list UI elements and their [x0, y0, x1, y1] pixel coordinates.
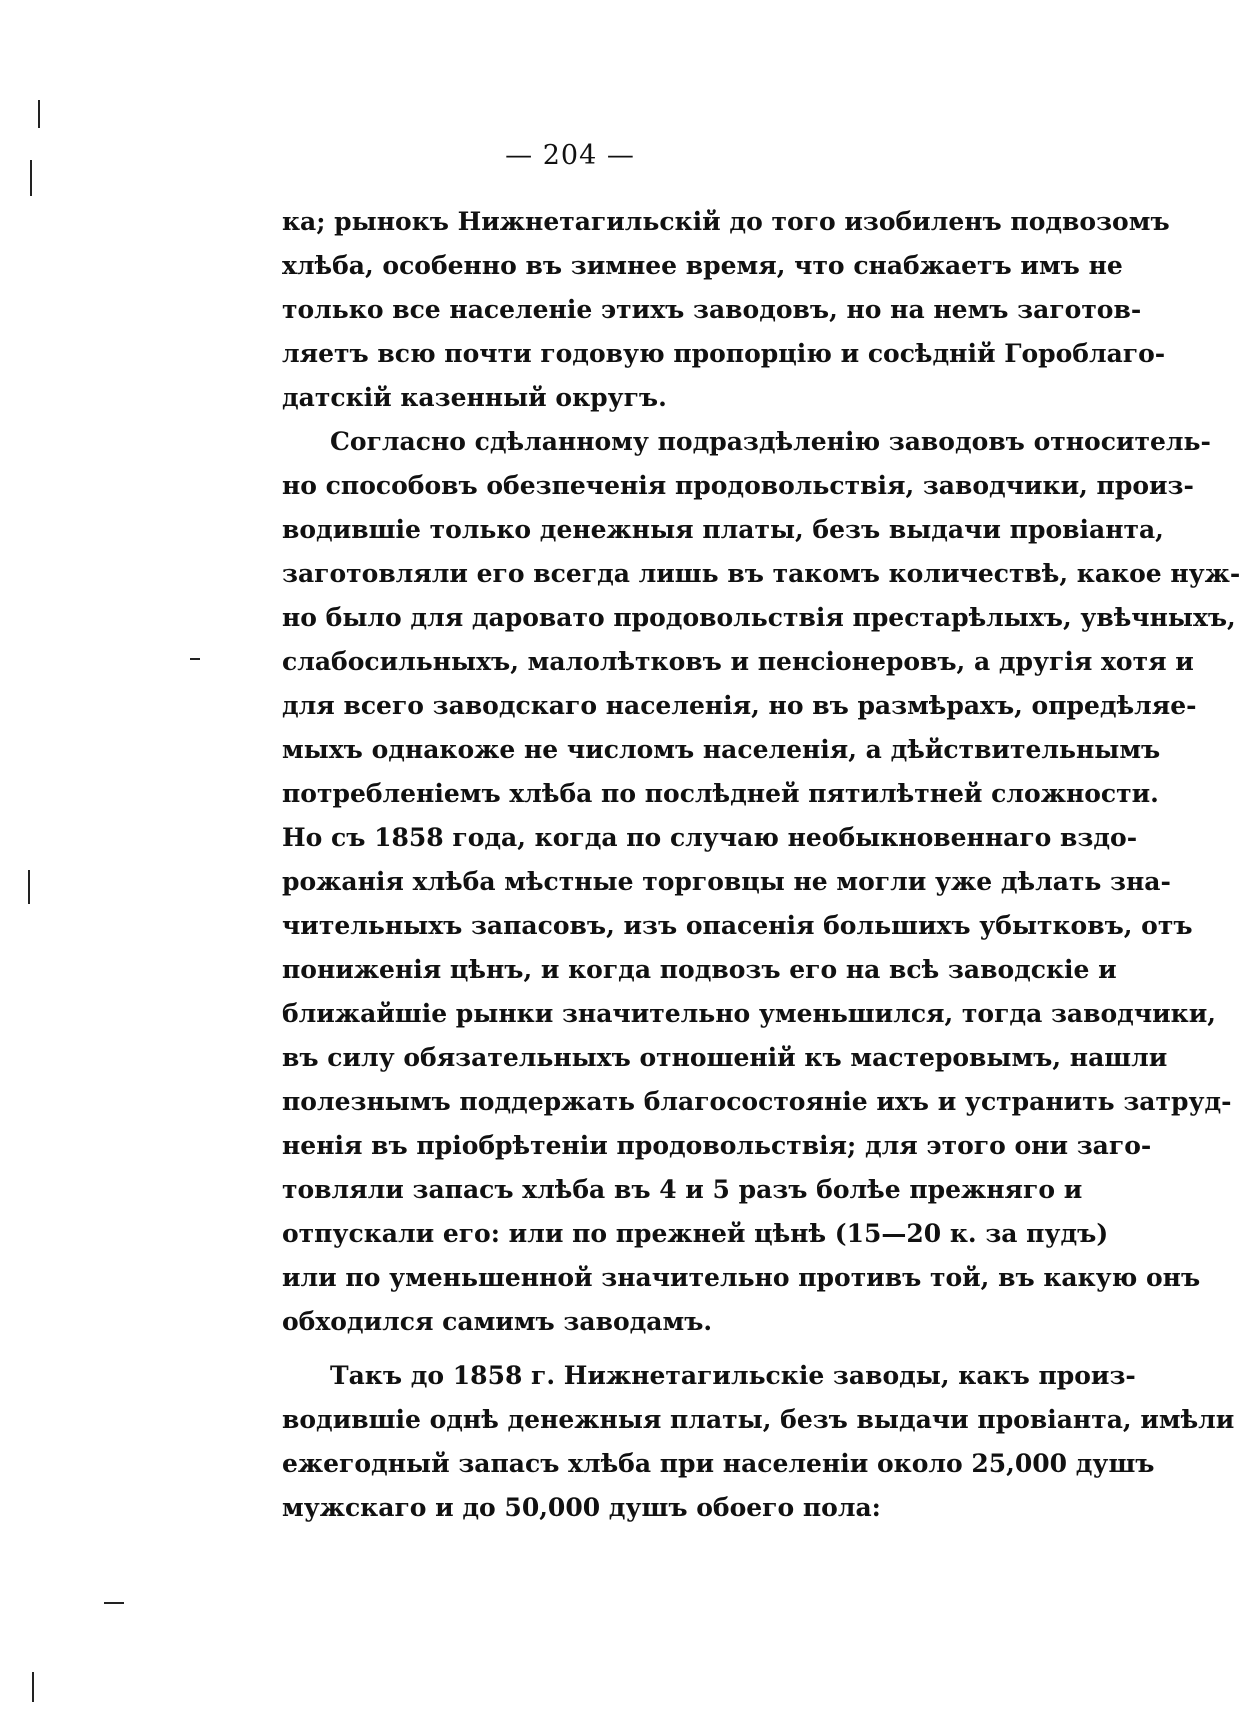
- text-line: товляли запасъ хлѣба въ 4 и 5 разъ болѣе прежняго и: [282, 1175, 1083, 1204]
- text-line: пониженія цѣнъ, и когда подвозъ его на всѣ заводскіе и: [282, 955, 1117, 984]
- paragraph: [282, 420, 1240, 1344]
- margin-mark: [28, 870, 30, 904]
- text-line: обходился самимъ заводамъ.: [282, 1307, 713, 1336]
- text-line: заготовляли его всегда лишь въ такомъ количествѣ, какое нуж-: [282, 559, 1240, 588]
- body-text: [282, 200, 1240, 1530]
- text-line: но было для даровато продовольствія престарѣлыхъ, увѣчныхъ,: [282, 603, 1236, 632]
- margin-mark: [190, 658, 200, 660]
- text-line: слабосильныхъ, малолѣтковъ и пенсіонеровъ, а другія хотя и: [282, 647, 1194, 676]
- text-line: хлѣба, особенно въ зимнее время, что снабжаетъ имъ не: [282, 251, 1123, 280]
- text-line: въ силу обязательныхъ отношеній къ мастеровымъ, нашли: [282, 1043, 1168, 1072]
- text-line: водившіе только денежныя платы, безъ выдачи провіанта,: [282, 515, 1164, 544]
- text-line: только все населеніе этихъ заводовъ, но на немъ заготов-: [282, 295, 1142, 324]
- margin-mark: [38, 100, 40, 128]
- text-line: мыхъ однакоже не числомъ населенія, а дѣйствительнымъ: [282, 735, 1161, 764]
- text-line: ляетъ всю почти годовую пропорцію и сосѣдній Гороблаго-: [282, 339, 1166, 368]
- text-line: Но съ 1858 года, когда по случаю необыкновеннаго вздо-: [282, 823, 1138, 852]
- text-line: полезнымъ поддержать благосостояніе ихъ и устранить затруд-: [282, 1087, 1232, 1116]
- text-line: чительныхъ запасовъ, изъ опасенія большихъ убытковъ, отъ: [282, 911, 1193, 940]
- text-line: датскій казенный округъ.: [282, 383, 667, 412]
- text-line: Согласно сдѣланному подраздѣленію заводовъ относитель-: [330, 427, 1211, 456]
- text-line: но способовъ обезпеченія продовольствія, заводчики, произ-: [282, 471, 1194, 500]
- text-line: ненія въ пріобрѣтеніи продовольствія; для этого они заго-: [282, 1131, 1152, 1160]
- text-line: ближайшіе рынки значительно уменьшился, тогда заводчики,: [282, 999, 1216, 1028]
- paragraph: [282, 1354, 1235, 1530]
- text-line: мужскаго и до 50,000 душъ обоего пола:: [282, 1493, 881, 1522]
- text-line: Такъ до 1858 г. Нижнетагильскіе заводы, какъ произ-: [330, 1361, 1136, 1390]
- text-line: ка; рынокъ Нижнетагильскій до того изобиленъ подвозомъ: [282, 207, 1170, 236]
- text-line: ежегодный запасъ хлѣба при населеніи около 25,000 душъ: [282, 1449, 1155, 1478]
- text-line: отпускали его: или по прежней цѣнѣ (15—20 к. за пудъ): [282, 1219, 1109, 1248]
- page-number: — 204 —: [505, 140, 635, 171]
- paragraph: [282, 200, 1170, 420]
- paragraph-gap: [282, 1344, 1062, 1354]
- margin-mark: [104, 1602, 124, 1604]
- margin-mark: [32, 1672, 34, 1702]
- text-line: водившіе однѣ денежныя платы, безъ выдачи провіанта, имѣли: [282, 1405, 1235, 1434]
- text-line: для всего заводскаго населенія, но въ размѣрахъ, опредѣляе-: [282, 691, 1197, 720]
- text-line: потребленіемъ хлѣба по послѣдней пятилѣтней сложности.: [282, 779, 1159, 808]
- text-line: рожанія хлѣба мѣстные торговцы не могли уже дѣлать зна-: [282, 867, 1171, 896]
- text-line: или по уменьшенной значительно противъ той, въ какую онъ: [282, 1263, 1201, 1292]
